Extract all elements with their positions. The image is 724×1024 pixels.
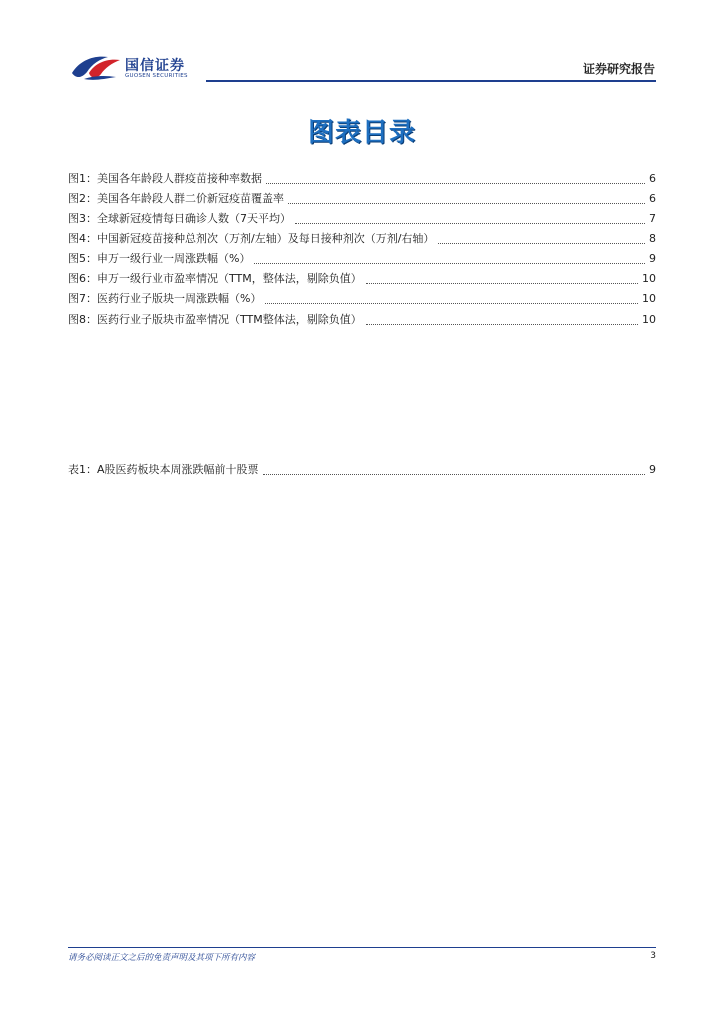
report-type-label: 证券研究报告 (582, 62, 655, 76)
toc-entry-label: 图6： (68, 272, 97, 285)
toc-entry-title: 全球新冠疫情每日确诊人数（7天平均） (97, 212, 291, 225)
toc-leader-dots (366, 314, 638, 325)
toc-entry-page: 10 (642, 292, 656, 305)
toc-entry-table-1[interactable] (68, 462, 656, 478)
header-divider (206, 80, 656, 82)
toc-entry-page: 6 (649, 192, 656, 205)
toc-entry-label: 图2： (68, 192, 97, 205)
toc-entry-title: 美国各年龄段人群疫苗接种率数据 (97, 172, 262, 185)
toc-entry-figure-8[interactable] (68, 312, 656, 328)
toc-entry-title: 申万一级行业市盈率情况（TTM，整体法，剔除负值） (97, 272, 362, 285)
toc-entry-label: 图8： (68, 313, 97, 326)
toc-entry-title: 美国各年龄段人群二价新冠疫苗覆盖率 (97, 192, 284, 205)
toc-entry-title: 申万一级行业一周涨跌幅（%） (97, 252, 251, 265)
toc-entry-label: 图7： (68, 292, 97, 305)
brand-name-cn: 国信证券 (125, 58, 185, 74)
page-title: 图表目录 (307, 118, 416, 148)
toc-entry-title: 中国新冠疫苗接种总剂次（万剂/左轴）及每日接种剂次（万剂/右轴） (97, 232, 435, 245)
toc-entry-page: 9 (649, 463, 656, 476)
toc-entry-label: 图1： (68, 172, 97, 185)
page-number: 3 (650, 951, 656, 961)
toc-leader-dots (254, 253, 645, 264)
footer-disclaimer: 请务必阅读正文之后的免责声明及其项下所有内容 (68, 953, 256, 963)
toc-entry-label: 表1： (68, 463, 97, 476)
toc-entry-label: 图4： (68, 232, 97, 245)
toc-entry-figure-7[interactable] (68, 291, 656, 307)
toc-entry-label: 图3： (68, 212, 97, 225)
toc-entry-title: A股医药板块本周涨跌幅前十股票 (97, 463, 259, 476)
toc-entry-figure-6[interactable] (68, 271, 656, 287)
brand-name-en: GUOSEN SECURITIES (125, 73, 188, 79)
guosen-logo (70, 52, 210, 86)
toc-entry-title: 医药行业子版块一周涨跌幅（%） (97, 292, 262, 305)
toc-leader-dots (288, 193, 645, 204)
toc-entry-page: 6 (649, 172, 656, 185)
toc-entry-figure-2[interactable] (68, 191, 656, 207)
guosen-logo-icon (70, 52, 124, 82)
toc-leader-dots (265, 293, 638, 304)
footer-divider (68, 947, 656, 948)
toc-entry-figure-5[interactable] (68, 251, 656, 267)
toc-entry-page: 10 (642, 272, 656, 285)
toc-leader-dots (366, 273, 638, 284)
toc-entry-page: 9 (649, 252, 656, 265)
toc-leader-dots (438, 233, 645, 244)
toc-leader-dots (295, 213, 645, 224)
toc-entry-title: 医药行业子版块市盈率情况（TTM整体法，剔除负值） (97, 313, 362, 326)
toc-entry-figure-3[interactable] (68, 211, 656, 227)
toc-entry-figure-1[interactable] (68, 171, 656, 187)
report-header (0, 0, 724, 90)
toc-entry-page: 10 (642, 313, 656, 326)
toc-leader-dots (263, 464, 645, 475)
toc-entry-figure-4[interactable] (68, 231, 656, 247)
toc-entry-page: 8 (649, 232, 656, 245)
toc-entry-page: 7 (649, 212, 656, 225)
toc-leader-dots (266, 173, 645, 184)
toc-entry-label: 图5： (68, 252, 97, 265)
